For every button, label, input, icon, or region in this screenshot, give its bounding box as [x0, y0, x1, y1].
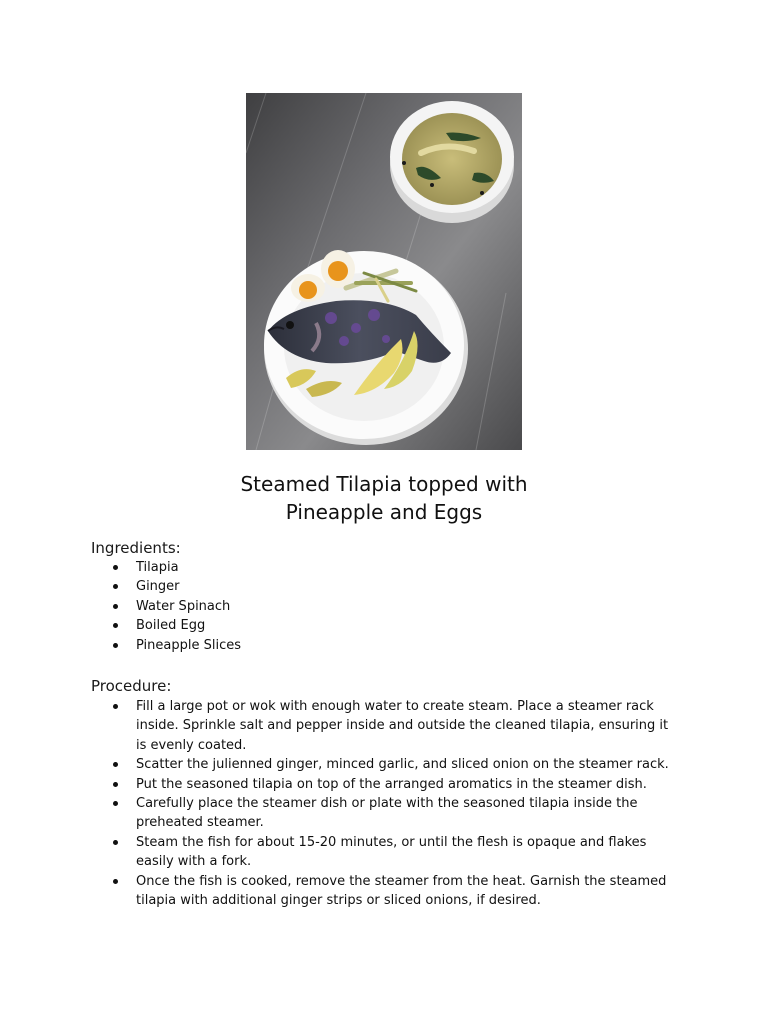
list-item: Put the seasoned tilapia on top of the arranged aromatics in the steamer dish. — [108, 775, 678, 794]
list-item: Once the fish is cooked, remove the steamer from the heat. Garnish the steamed tilapia with additional ginger strips or sliced onions, if desired. — [108, 872, 678, 911]
list-item: Steam the fish for about 15-20 minutes, or until the flesh is opaque and flakes easily with a fork. — [108, 833, 678, 872]
recipe-title — [0, 470, 768, 526]
list-item: Carefully place the steamer dish or plate with the seasoned tilapia inside the preheated steamer. — [108, 794, 678, 833]
list-item: Fill a large pot or wok with enough water to create steam. Place a steamer rack inside. Sprinkle salt and pepper inside and outside the cleaned tilapia, ensuring it is evenly coated. — [108, 697, 678, 755]
dish-photo — [246, 93, 522, 450]
list-item: Boiled Egg — [108, 616, 241, 635]
ingredients-list — [108, 558, 241, 655]
ingredients-heading: Ingredients: — [91, 539, 181, 557]
procedure-list — [108, 697, 678, 910]
recipe-title-line-1: Steamed Tilapia topped with — [240, 472, 528, 496]
list-item: Pineapple Slices — [108, 636, 241, 655]
list-item: Scatter the julienned ginger, minced garlic, and sliced onion on the steamer rack. — [108, 755, 678, 774]
list-item: Water Spinach — [108, 597, 241, 616]
recipe-title-line-2: Pineapple and Eggs — [285, 500, 483, 524]
list-item: Tilapia — [108, 558, 241, 577]
list-item: Ginger — [108, 577, 241, 596]
soup-bowl — [390, 101, 514, 223]
procedure-heading: Procedure: — [91, 677, 172, 695]
